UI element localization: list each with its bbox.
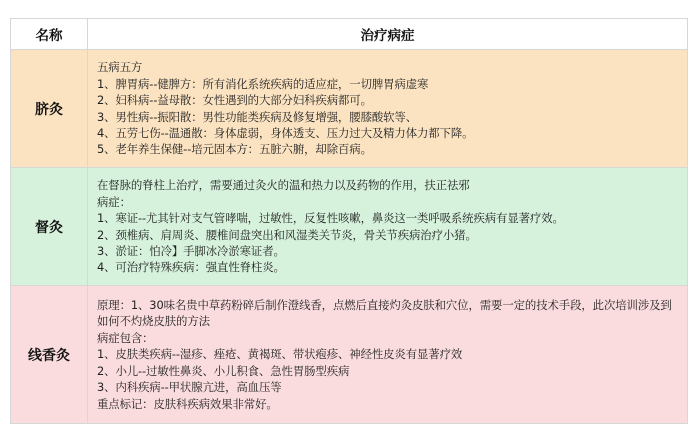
row-name: 线香灸	[11, 286, 88, 424]
row-name: 督灸	[11, 168, 88, 286]
treatment-line: 2、颈椎病、肩周炎、腰椎间盘突出和风湿类关节炎，骨关节疾病治疗小猪。	[97, 227, 477, 242]
treatment-line: 3、内科疾病--甲状腺亢进，高血压等	[97, 380, 282, 395]
table-row-qijiu	[11, 50, 688, 168]
treatment-line: 1、脾胃病--健脾方：所有消化系统疾病的适应症，一切脾胃病虚寒	[97, 76, 429, 91]
treatment-line: 病症包含：	[97, 330, 154, 345]
treatment-intro: 原理：1、30味名贵中草药粉碎后制作澄线香，点燃后直接灼灸皮肤和穴位，需要一定的技术手段，此次培训涉及到如何不灼烧皮肤的方法	[97, 298, 672, 329]
row-treatment	[88, 168, 688, 286]
table-row-dujiu	[11, 168, 688, 286]
treatment-line: 4、五劳七伤--温通散：身体虚弱，身体透支、压力过大及精力体力都下降。	[97, 125, 474, 140]
treatment-line: 重点标记：皮肤科疾病效果非常好。	[97, 396, 278, 411]
row-name: 脐灸	[11, 50, 88, 168]
table-header-row	[11, 19, 688, 50]
treatment-line: 1、皮肤类疾病--湿疹、痤疮、黄褐斑、带状疱疹、神经性皮炎有显著疗效	[97, 347, 463, 362]
treatment-line: 2、小儿--过敏性鼻炎、小儿积食、急性胃肠型疾病	[97, 363, 350, 378]
treatment-line: 病症：	[97, 194, 131, 209]
treatment-line: 1、寒证--尤其针对支气管哮喘，过敏性，反复性咳嗽，鼻炎这一类呼吸系统疾病有显著疗效。	[97, 211, 564, 226]
header-treatment: 治疗病症	[88, 19, 688, 50]
treatment-line: 4、可治疗特殊疾病：强直性脊柱炎。	[97, 260, 285, 275]
treatment-line: 5、老年养生保健--培元固本方：五脏六腑，却除百病。	[97, 142, 372, 157]
treatment-line: 3、男性病--振阳散：男性功能类疾病及修复增强，腰膝酸软等、	[97, 109, 418, 124]
row-treatment	[88, 286, 688, 424]
row-treatment	[88, 50, 688, 168]
treatment-table-container	[10, 18, 688, 424]
treatment-table	[10, 18, 688, 424]
treatment-line: 3、淤证：怕冷】手脚冰冷淤寒证者。	[97, 243, 285, 258]
treatment-line: 五病五方	[97, 60, 143, 75]
table-row-xianxiangjiu	[11, 286, 688, 424]
treatment-line: 2、妇科病--益母散：女性遇到的大部分妇科疾病都可。	[97, 93, 372, 108]
treatment-line: 在督脉的脊柱上治疗，需要通过灸火的温和热力以及药物的作用，扶正祛邪	[97, 178, 470, 193]
header-name: 名称	[11, 19, 88, 50]
